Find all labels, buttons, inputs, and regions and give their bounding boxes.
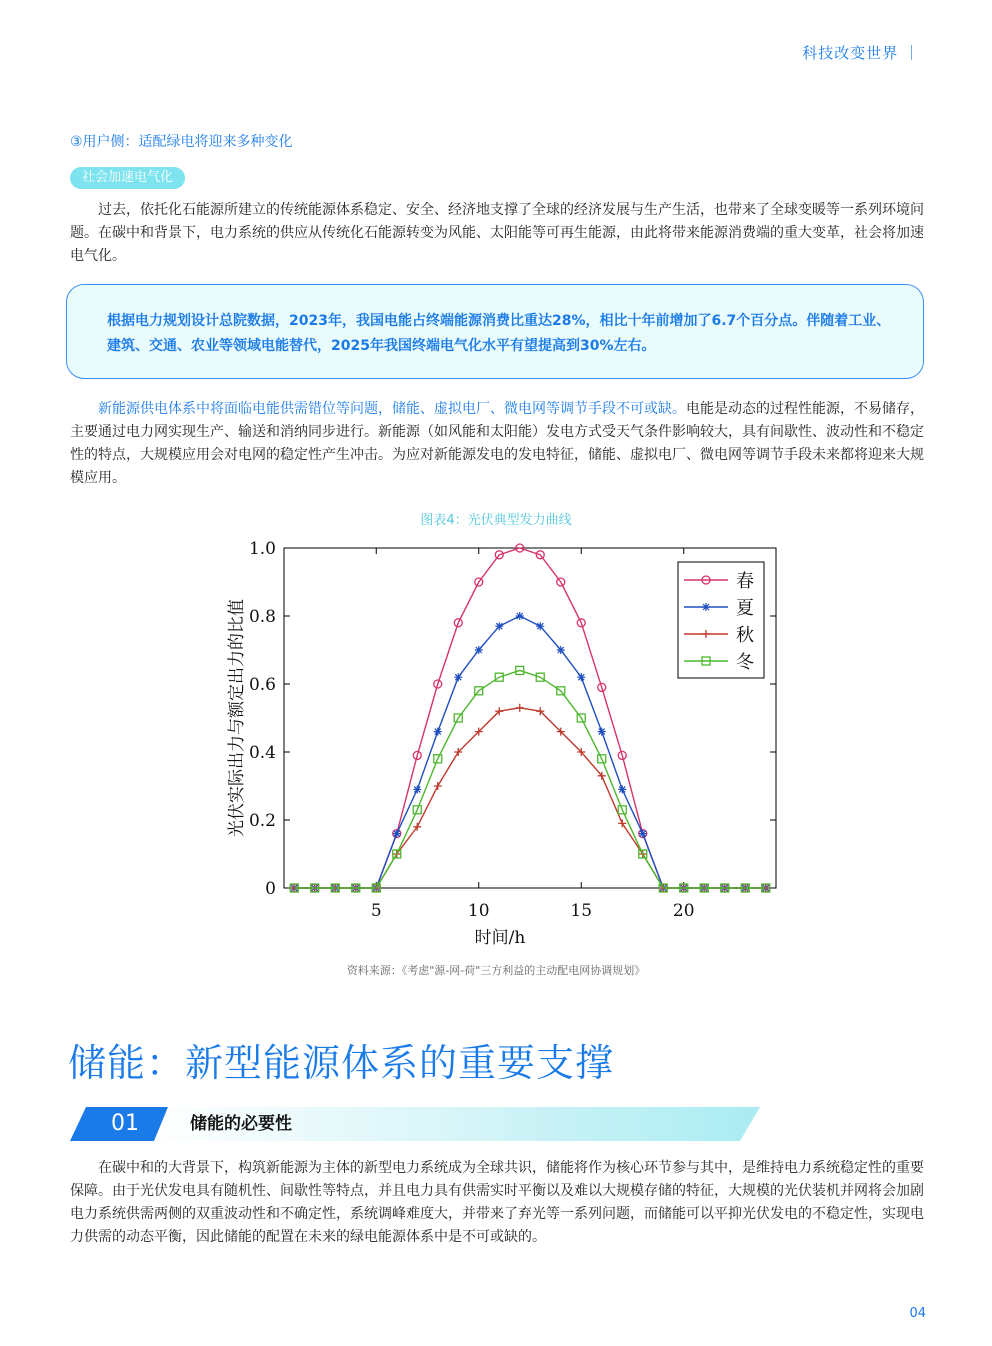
data-point bbox=[536, 622, 544, 630]
data-point bbox=[577, 673, 585, 681]
y-tick-label: 0 bbox=[265, 879, 276, 899]
paragraph-lead: 新能源供电体系中将面临电能供需错位等问题，储能、虚拟电厂、微电网等调节手段不可或缺。 bbox=[98, 401, 686, 417]
data-point bbox=[598, 728, 606, 736]
legend-label: 夏 bbox=[736, 598, 754, 619]
paragraph-new-energy bbox=[70, 398, 924, 490]
section-label: 储能的必要性 bbox=[190, 1114, 292, 1134]
callout-box bbox=[66, 284, 924, 379]
x-tick-label: 5 bbox=[370, 901, 382, 921]
figure-source: 资料来源：《考虑"源-网-荷"三方利益的主动配电网协调规划》 bbox=[346, 964, 646, 977]
section-heading: 储能：新型能源体系的重要支撑 bbox=[68, 1041, 615, 1085]
data-point bbox=[702, 603, 710, 611]
figure-title: 图表4：光伏典型发力曲线 bbox=[420, 513, 572, 528]
legend-label: 春 bbox=[736, 571, 754, 592]
y-tick-label: 0.6 bbox=[248, 675, 276, 695]
paragraph-body: 电能是动态的过程性能源，不易储存，主要通过电力网实现生产、输送和消纳同步进行。新能源（如风能和太阳能）发电方式受天气条件影响较大，具有间歇性、波动性和不稳定性的特点，大规模应用会对电网的稳定性产生冲击。为应对新能源发电的发电特征，储能、虚拟电厂、微电网等调节手段未来都将迎来大规模应用。 bbox=[70, 401, 924, 486]
paragraph-storage: 在碳中和的大背景下，构筑新能源为主体的新型电力系统成为全球共识，储能将作为核心环节参与其中，是维持电力系统稳定性的重要保障。由于光伏发电具有随机性、间歇性等特点，并且电力具有供需实时平衡以及难以大规模存储的特征，大规模的光伏装机并网将会加剧电力系统供需两侧的双重波动性和不确定性，系统调峰难度大，并带来了弃光等一系列问题，而储能可以平抑光伏发电的不稳定性，实现电力供需的动态平衡，因此储能的配置在未来的绿电能源体系中是不可或缺的。 bbox=[70, 1160, 924, 1245]
pv-output-chart bbox=[210, 536, 790, 956]
data-point bbox=[618, 785, 626, 793]
x-tick-label: 10 bbox=[467, 901, 490, 921]
data-point bbox=[639, 830, 647, 838]
topic-tag: 社会加速电气化 bbox=[70, 167, 185, 189]
y-axis-label: 光伏实际出力与额定出力的比值 bbox=[227, 599, 247, 837]
y-tick-label: 1.0 bbox=[248, 539, 276, 559]
subsection-title: ③用户侧：适配绿电将迎来多种变化 bbox=[70, 134, 293, 150]
header-title: 科技改变世界 ｜ bbox=[802, 44, 920, 62]
data-point bbox=[413, 785, 421, 793]
y-tick-label: 0.4 bbox=[248, 743, 276, 763]
data-point bbox=[495, 622, 503, 630]
legend-label: 冬 bbox=[736, 652, 754, 673]
section-number: 01 bbox=[111, 1111, 139, 1136]
data-point bbox=[454, 673, 462, 681]
page-number: 04 bbox=[909, 1306, 926, 1321]
data-point bbox=[434, 782, 442, 790]
y-tick-label: 0.2 bbox=[248, 811, 276, 831]
series-line bbox=[294, 708, 766, 888]
series-line bbox=[294, 670, 766, 888]
data-point bbox=[516, 704, 524, 712]
paragraph-electrification: 过去，依托化石能源所建立的传统能源体系稳定、安全、经济地支撑了全球的经济发展与生产生活，也带来了全球变暖等一系列环境问题。在碳中和背景下，电力系统的供应从传统化石能源转变为风能、太阳能等可再生能源，由此将带来能源消费端的重大变革，社会将加速电气化。 bbox=[70, 202, 924, 264]
data-point bbox=[557, 646, 565, 654]
data-point bbox=[393, 830, 401, 838]
callout-text: 根据电力规划设计总院数据，2023年，我国电能占终端能源消费比重达28%，相比十年前增加了6.7个百分点。伴随着工业、建筑、交通、农业等领域电能替代，2025年我国终端电气化水平有望提高到30%左右。 bbox=[107, 313, 891, 354]
section-bar bbox=[70, 1107, 760, 1141]
y-tick-label: 0.8 bbox=[248, 607, 276, 627]
data-point bbox=[618, 819, 626, 827]
data-point bbox=[516, 612, 524, 620]
data-point bbox=[475, 646, 483, 654]
data-point bbox=[434, 728, 442, 736]
x-tick-label: 20 bbox=[672, 901, 695, 921]
x-axis-label: 时间/h bbox=[474, 928, 526, 948]
legend-label: 秋 bbox=[736, 625, 754, 646]
x-tick-label: 15 bbox=[570, 901, 593, 921]
